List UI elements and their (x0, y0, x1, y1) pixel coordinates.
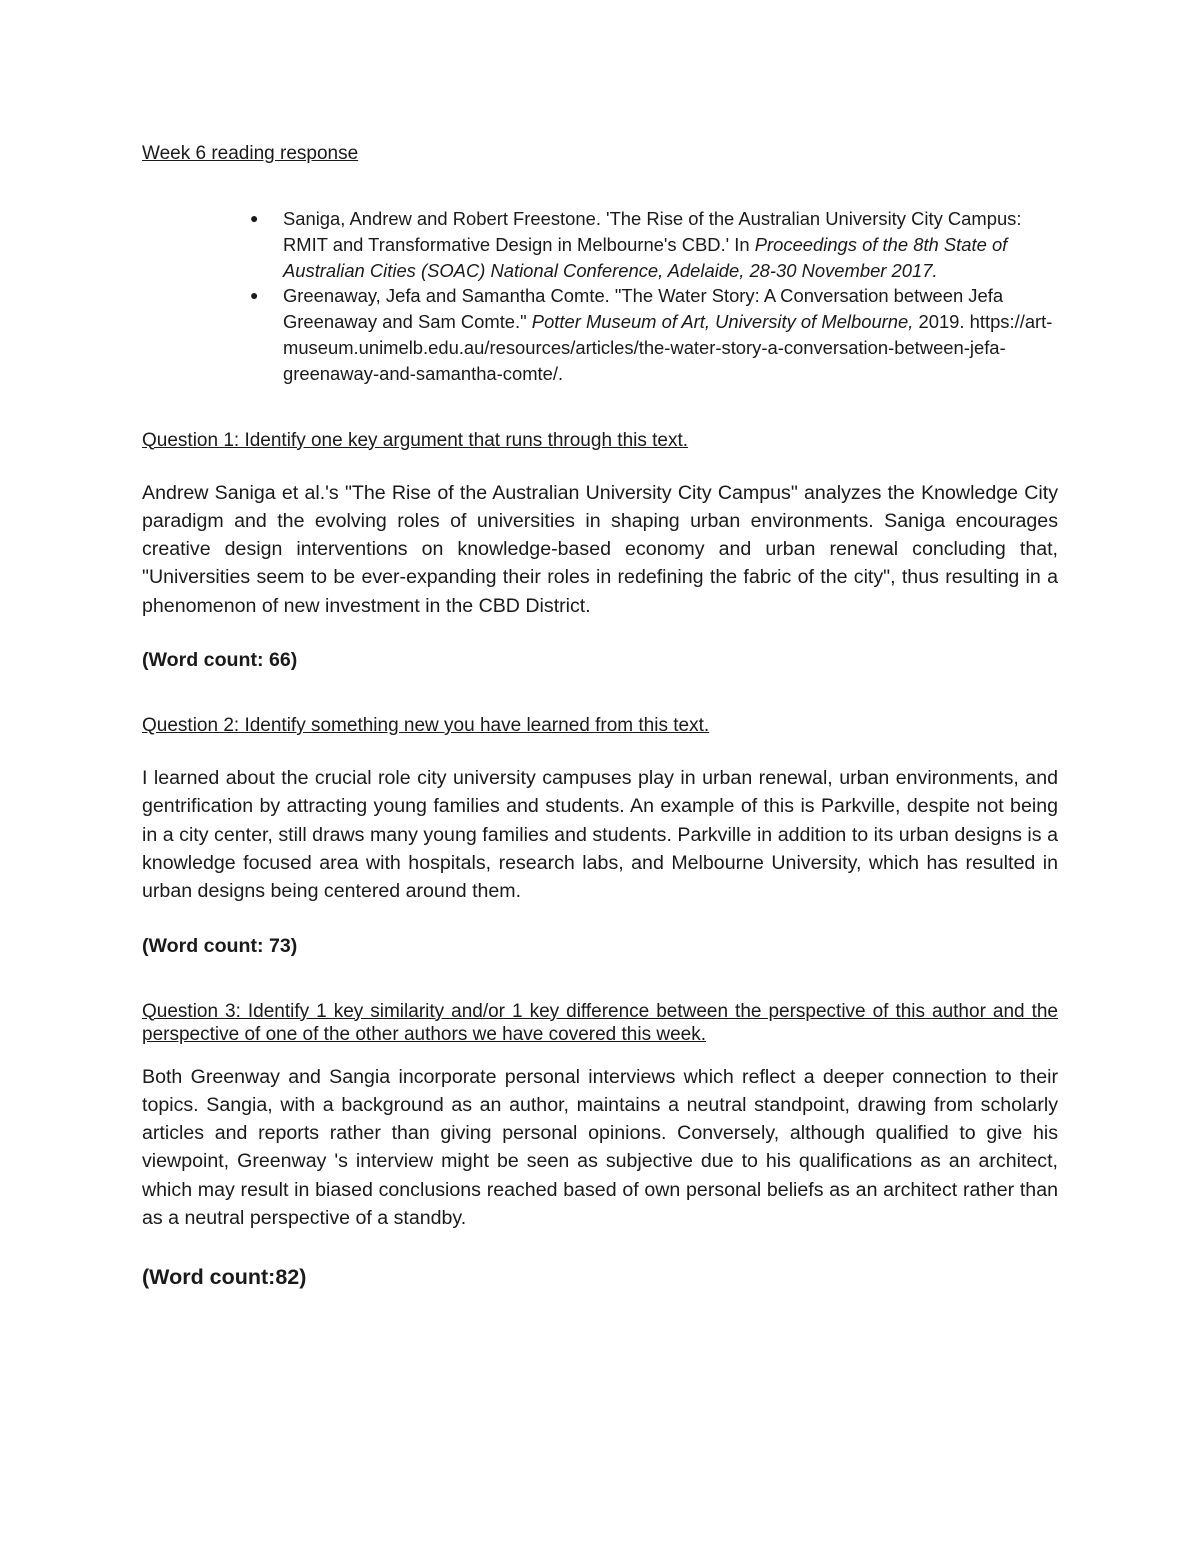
bullet-icon: ● (250, 210, 259, 226)
question-3-heading: Question 3: Identify 1 key similarity and/or 1 key difference between the perspective of this author and the perspective of one of the other authors we have covered this week. (142, 1000, 1058, 1045)
question-3-word-count: (Word count:82) (142, 1265, 307, 1290)
question-1-answer: Andrew Saniga et al.'s "The Rise of the Australian University City Campus" analyzes the Knowledge City paradigm and the evolving roles of universities in shaping urban environments. Saniga encourages creative design interventions on knowledge-based economy and urban renewal concluding that, "Universities seem to be ever-expanding their roles in redefining the fabric of the city", thus resulting in a phenomenon of new investment in the CBD District. (142, 481, 1058, 617)
question-3-answer: Both Greenway and Sangia incorporate personal interviews which reflect a deeper connection to their topics. Sangia, with a background as an author, maintains a neutral standpoint, drawing from scholarly articles and reports rather than giving personal opinions. Conversely, although qualified to give his viewpoint, Greenway 's interview might be seen as subjective due to his qualifications as an architect, which may result in biased conclusions reached based of own personal beliefs as an architect rather than as a neutral perspective of a standby. (142, 1065, 1058, 1230)
question-1-word-count: (Word count: 66) (142, 649, 298, 672)
question-2-answer: I learned about the crucial role city university campuses play in urban renewal, urban environments, and gentrification by attracting young families and students. An example of this is Parkville, despite not being in a city center, still draws many young families and students. Parkville in addition to its urban designs is a knowledge focused area with hospitals, research labs, and Melbourne University, which has resulted in urban designs being centered around them. (142, 767, 1058, 903)
question-2-word-count: (Word count: 73) (142, 934, 298, 957)
reference-italic: Potter Museum of Art, University of Melbourne, (531, 311, 914, 333)
reference-list (142, 206, 1058, 387)
reference-item (142, 206, 1058, 283)
question-1-heading: Question 1: Identify one key argument that runs through this text. (142, 429, 689, 451)
page-title: Week 6 reading response (142, 143, 359, 164)
reference-text-after: 2019. https://art-museum.unimelb.edu.au/resources/articles/the-water-story-a-conversation-between-jefa-greenaway-and-samantha-comte/. (283, 311, 1053, 384)
reference-text: Saniga, Andrew and Robert Freestone. 'The Rise of the Australian University City Campus: RMIT and Transformative Design in Melbourne's CBD.' In (283, 208, 1022, 255)
document-page (142, 140, 1058, 1291)
reference-text: Greenaway, Jefa and Samantha Comte. "The Water Story: A Conversation between Jefa Greenaway and Sam Comte." (283, 285, 1004, 333)
reference-italic: Proceedings of the 8th State of Australian Cities (SOAC) National Conference, Adelaide, 28-30 November 2017. (283, 233, 1008, 281)
reference-item (142, 283, 1058, 386)
question-2-heading: Question 2: Identify something new you have learned from this text. (142, 715, 710, 737)
bullet-icon: ● (250, 287, 259, 304)
